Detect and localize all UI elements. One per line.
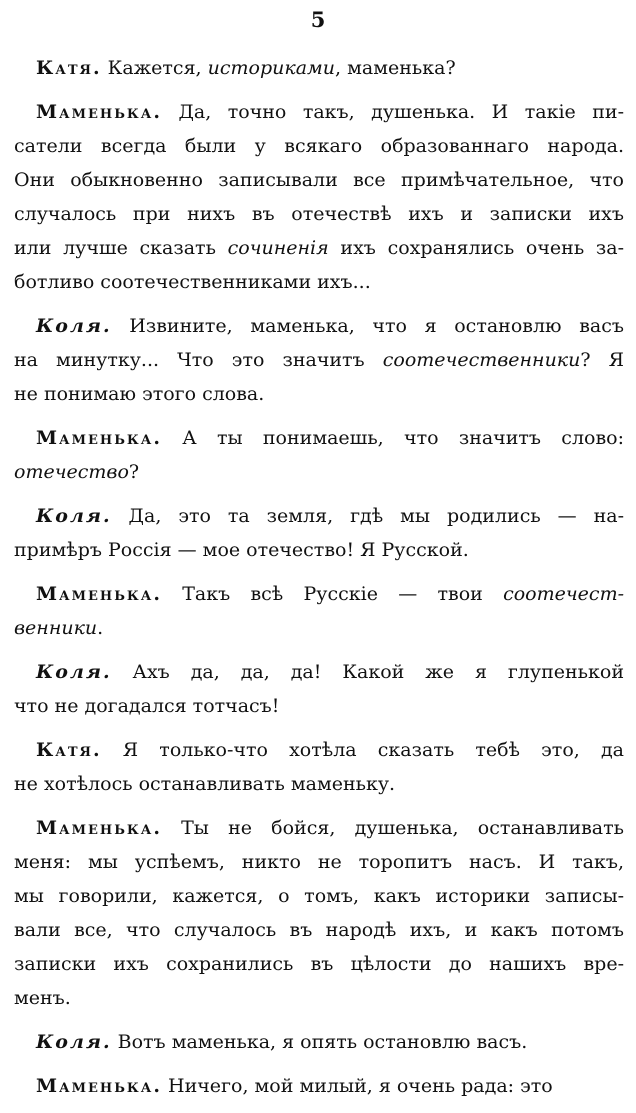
text-line — [14, 163, 624, 197]
dialogue-paragraph — [14, 51, 624, 85]
text-run: на минутку... Что это значитъ — [14, 349, 383, 371]
dialogue-paragraph — [14, 655, 624, 723]
emphasized-word: соотечест- — [503, 583, 624, 605]
text-line — [14, 733, 624, 767]
speaker-name: Маменька. — [36, 427, 162, 449]
text-run: не понимаю этого слова. — [14, 383, 265, 405]
text-line — [14, 455, 624, 489]
text-run: Ахъ да, да, да! Какой же я глупенькой — [111, 661, 624, 683]
dialogue-paragraph — [14, 421, 624, 489]
dialogue-text — [14, 51, 624, 1113]
text-line — [14, 1025, 624, 1059]
text-run: Кажется, — [101, 57, 208, 79]
text-run: что не догадался тотчасъ! — [14, 695, 280, 717]
text-run: Да, это та земля, гдѣ мы родились — на- — [111, 505, 624, 527]
text-line — [14, 689, 624, 723]
text-run: Извините, маменька, что я остановлю васъ — [111, 315, 624, 337]
text-run: ихъ сохранялись очень за- — [328, 237, 624, 259]
text-run: , маменька? — [335, 57, 456, 79]
text-line — [14, 95, 624, 129]
text-run: ботливо соотечественниками ихъ... — [14, 271, 371, 293]
dialogue-paragraph — [14, 811, 624, 1015]
text-line — [14, 129, 624, 163]
text-line — [14, 981, 624, 1015]
text-line — [14, 913, 624, 947]
dialogue-paragraph — [14, 1025, 624, 1059]
text-line — [14, 767, 624, 801]
text-run: записки ихъ сохранились въ цѣлости до нашихъ вре- — [14, 953, 624, 975]
text-line — [14, 377, 624, 411]
text-line — [14, 533, 624, 567]
text-run: случалось при нихъ въ отечествѣ ихъ и записки ихъ — [14, 203, 624, 225]
speaker-name: Катя. — [36, 57, 102, 79]
text-run: ? — [128, 461, 140, 483]
text-line — [14, 611, 624, 645]
emphasized-word: сочиненія — [227, 237, 329, 259]
text-run: Я только-что хотѣла сказать тебѣ это, да — [101, 739, 624, 761]
emphasized-word: историками — [207, 57, 336, 79]
text-line — [14, 197, 624, 231]
text-run: менъ. — [14, 987, 71, 1009]
text-line — [14, 499, 624, 533]
text-run: Ты не бойся, душенька, останавливать — [161, 817, 624, 839]
emphasized-word: соотечественники — [382, 349, 581, 371]
text-run: примѣръ Россія — мое отечество! Я Русской. — [14, 539, 469, 561]
text-run: не хотѣлось останавливать маменьку. — [14, 773, 396, 795]
text-line — [14, 265, 624, 299]
speaker-name: Маменька. — [36, 583, 162, 605]
text-line — [14, 1069, 624, 1103]
page-number: 5 — [310, 7, 326, 32]
text-run: ? Я — [580, 349, 624, 371]
text-run: Они обыкновенно записывали все примѣчательное, что — [14, 169, 624, 191]
text-line — [14, 811, 624, 845]
text-line — [14, 845, 624, 879]
speaker-name: Катя. — [36, 739, 102, 761]
text-run: Такъ всѣ Русскіе — твои — [161, 583, 504, 605]
speaker-name: Маменька. — [36, 101, 162, 123]
text-run: Да, точно такъ, душенька. И такіе пи- — [161, 101, 624, 123]
dialogue-paragraph — [14, 1069, 624, 1103]
emphasized-word: венники — [14, 617, 98, 639]
text-line — [14, 343, 624, 377]
text-run: или лучше сказать — [14, 237, 228, 259]
speaker-name: Маменька. — [36, 1075, 162, 1097]
speaker-name: Коля. — [36, 505, 112, 527]
text-line — [14, 231, 624, 265]
emphasized-word: отечество — [14, 461, 129, 483]
text-run: вали все, что случалось въ народѣ ихъ, и какъ потомъ — [14, 919, 624, 941]
text-run: сатели всегда были у всякаго образованнаго народа. — [14, 135, 624, 157]
speaker-name: Коля. — [36, 315, 112, 337]
dialogue-paragraph — [14, 577, 624, 645]
text-line — [14, 577, 624, 611]
text-run: мы говорили, кажется, о томъ, какъ историки записы- — [14, 885, 624, 907]
text-line — [14, 947, 624, 981]
text-run: Вотъ маменька, я опять остановлю васъ. — [111, 1031, 528, 1053]
text-line — [14, 879, 624, 913]
text-line — [14, 51, 624, 85]
dialogue-paragraph — [14, 499, 624, 567]
text-line — [14, 655, 624, 689]
dialogue-paragraph — [14, 733, 624, 801]
dialogue-paragraph — [14, 309, 624, 411]
text-run: Ничего, мой милый, я очень рада: это — [161, 1075, 553, 1097]
dialogue-paragraph — [14, 95, 624, 299]
speaker-name: Коля. — [36, 1031, 112, 1053]
text-line — [14, 309, 624, 343]
speaker-name: Коля. — [36, 661, 112, 683]
text-line — [14, 421, 624, 455]
speaker-name: Маменька. — [36, 817, 162, 839]
text-run: меня: мы успѣемъ, никто не торопитъ насъ. И такъ, — [14, 851, 624, 873]
text-run: А ты понимаешь, что значитъ слово: — [161, 427, 624, 449]
text-run: . — [97, 617, 104, 639]
